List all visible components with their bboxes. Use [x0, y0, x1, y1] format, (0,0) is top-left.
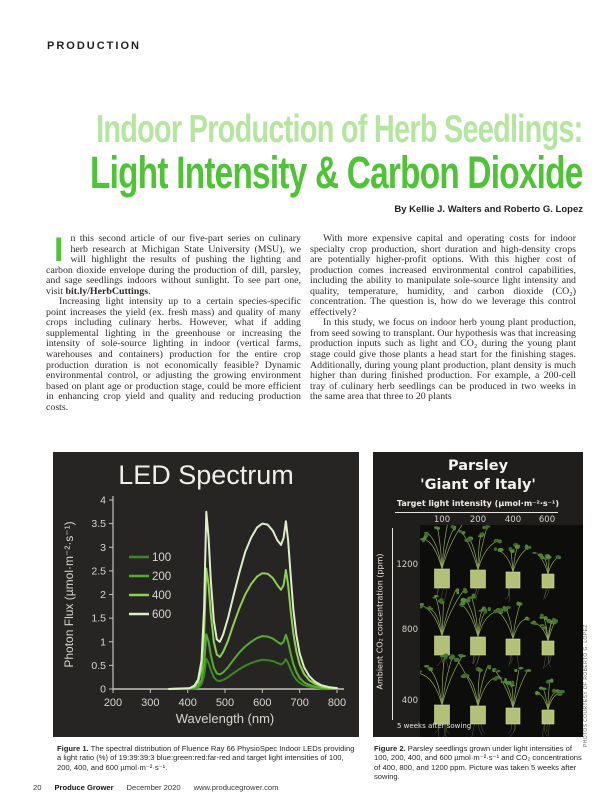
seedling-stem: [513, 547, 529, 572]
seedling-leaf: [420, 538, 424, 540]
seedling-leaf: [501, 681, 504, 683]
y-axis-title: Photon Flux (µmol·m⁻²·s⁻¹): [62, 521, 76, 668]
y-tick-label: 1: [100, 636, 106, 649]
page-footer: [33, 783, 278, 792]
x-tick-label: 400: [178, 697, 197, 709]
seedling-leaf: [498, 548, 504, 552]
seedling-leaf: [546, 555, 552, 559]
seedling-stem: [424, 539, 442, 569]
seedling-leaf: [486, 525, 489, 529]
page-number: 20: [33, 783, 42, 792]
seedling-leaf: [515, 545, 520, 549]
seedling-leaf: [506, 681, 512, 685]
y-tick-label: 3.5: [91, 518, 106, 531]
photo-credit: PHOTOS COURTESY OF ROBERTO G. LOPEZ: [583, 624, 589, 747]
legend-label-600: 600: [152, 609, 172, 621]
seedling-leaf: [526, 617, 529, 620]
paragraph-2: Increasing light intensity up to a certain species-specific point increases the yield (ex. fresh mass) and quality of many crops including culinary herbs. However, what if adding supplemental lighting in the greenhouse or increasing the intensity of sole-source lighting in indoor (vertical farms, warehouses and containers) production for the entire crop production duration is not economically feasible? Dynamic environmental control, or adjusting the growing environment based on plant age or production stage, could be more efficient in enhancing crop yield and quality and reducing production costs.: [46, 296, 301, 413]
figure2-title: [373, 457, 583, 495]
figure1-caption-text: The spectral distribution of Fluence Ray 66 PhysioSpec Indoor LEDs providing a light ratio (%) of 19:39:39:3 blue:green:red:far-red and target light intensities of 100, 200, 400, and 600 µmol·m⁻²·s⁻¹.: [57, 744, 355, 772]
seedling-leaf: [439, 598, 443, 602]
seedling-stem: [498, 550, 513, 572]
seedling-leaf: [511, 681, 514, 685]
seedling-cube: [506, 708, 520, 724]
legend-label-200: 200: [152, 571, 172, 583]
y-tick-label: 3: [100, 541, 106, 554]
figure1-chart-title: LED Spectrum: [118, 460, 294, 490]
seedling-leaf: [452, 655, 455, 659]
article-headline: [0, 110, 583, 215]
seedling-leaf: [546, 619, 551, 621]
seedling-leaf: [496, 670, 500, 673]
figure2-title-line1: Parsley: [447, 458, 509, 474]
seedling-cube: [471, 570, 486, 588]
paragraph-3: With more expensive capital and operating costs for indoor specialty crop production, short duration and high-density crops are potentially higher-profit options. With this higher cost of production comes increased environmental control capabilities, including the ability to manipulate sole-source light intensity and quality, temperature, humidity, and carbon dioxide (CO₂) concentration. The question is, how do we leverage this control effectively?: [310, 233, 576, 318]
seedling-cube: [435, 569, 450, 588]
figure2-horizontal-rule: [395, 512, 558, 513]
seedling-stem: [513, 671, 527, 708]
seedling-roots: [508, 724, 512, 734]
figure2-caption-text: Parsley seedlings grown under light intensities of 100, 200, 400, and 600 µmol·m⁻²·s⁻¹ and CO₂ concentrations of 400, 800, and 1200 ppm. Picture was taken 5 weeks after sowing.: [374, 744, 582, 782]
seedling-cube: [542, 710, 554, 724]
x-tick-label: 200: [103, 697, 123, 709]
seedling-leaf: [488, 665, 491, 669]
paragraph-intro: [46, 231, 301, 297]
seedling-leaf: [428, 608, 433, 610]
y-tick-label: 0: [100, 683, 106, 696]
figure2-col-label-600: 600: [538, 515, 556, 525]
seedling-leaf: [458, 530, 461, 533]
seedling-roots: [478, 724, 482, 736]
x-tick-label: 700: [290, 697, 309, 709]
seedling-leaf: [504, 678, 507, 682]
paragraph-intro-period: .: [148, 285, 151, 297]
figure2-y-axis-label: Ambient CO₂ concentration (ppm): [375, 553, 385, 690]
seedling-cube: [435, 636, 450, 655]
paragraph-intro-text: n this second article of our five-part series on culinary herb research at Michigan State University (MSU), we will highlight the results of pushing the lighting and carbon dioxide envelope during the production of dill, parsley, and sage seedlings indoors without sunlight. To see part one, visit: [46, 233, 301, 297]
body-column-right: [310, 234, 576, 403]
seedling-leaf: [519, 667, 522, 670]
seedling-leaf: [463, 590, 468, 593]
seedling-leaf: [456, 592, 459, 595]
seedling-leaf: [516, 602, 521, 605]
seedling-leaf: [510, 684, 515, 686]
seedling-leaf: [533, 623, 537, 625]
figure2-col-label-200: 200: [469, 515, 487, 525]
seedling-leaf: [463, 673, 468, 675]
issue-date: December 2020: [126, 783, 181, 792]
seedling-stem: [456, 658, 478, 706]
seedling-cube: [542, 574, 554, 588]
seedling-leaf: [424, 665, 429, 668]
seedling-leaf: [525, 544, 529, 548]
figure2-col-label-100: 100: [433, 515, 451, 525]
seedling-leaf: [514, 669, 517, 672]
seedling-stem: [513, 605, 520, 639]
seedling-roots: [517, 655, 519, 669]
seedling-leaf: [434, 595, 437, 598]
figure1-led-spectrum-panel: [53, 452, 359, 737]
seedling-roots: [547, 724, 548, 732]
seedling-leaf: [560, 690, 565, 693]
body-column-left: [46, 231, 301, 413]
seedling-leaf: [443, 654, 448, 658]
seedling-leaf: [434, 526, 437, 529]
seedling-roots: [548, 724, 549, 736]
seedling-leaf: [497, 609, 502, 612]
headline-line-2: Light Intensity & Carbon Dioxide: [90, 147, 583, 198]
figure2-note: 5 weeks after sowing: [397, 722, 472, 730]
figure2-caption: [374, 744, 582, 782]
seedling-leaf: [451, 525, 454, 529]
figure2-vertical-rule: [392, 528, 393, 720]
seedling-leaf: [483, 611, 487, 614]
seedling-stem: [478, 677, 497, 706]
seedling-leaf: [546, 680, 550, 683]
seedling-leaf: [535, 691, 539, 695]
seedling-leaf: [555, 556, 560, 558]
seedling-roots: [508, 655, 510, 666]
herb-cuttings-link-text: bit.ly/HerbCuttings: [65, 285, 149, 297]
seedling-stem: [513, 670, 519, 708]
seedling-leaf: [540, 556, 545, 559]
seedling-roots: [441, 588, 443, 600]
figure2-row-label-1200: 1200: [396, 560, 418, 570]
seedling-leaf: [528, 546, 531, 549]
section-label: PRODUCTION: [47, 40, 141, 52]
figure2-caption-label: Figure 2.: [374, 744, 406, 753]
seedling-leaf: [455, 658, 459, 661]
figure2-parsley-panel: [373, 452, 583, 737]
seedling-leaf: [467, 537, 472, 541]
seedling-leaf: [471, 595, 476, 599]
seedling-leaf: [458, 654, 464, 657]
seedling-leaf: [478, 535, 483, 537]
seedling-roots: [472, 724, 475, 737]
legend-label-400: 400: [152, 590, 172, 602]
seedling-leaf: [482, 526, 485, 530]
seedling-leaf: [449, 656, 453, 659]
figure2-title-line2: 'Giant of Italy': [420, 477, 536, 493]
seedling-leaf: [493, 668, 496, 670]
seedling-leaf: [494, 539, 498, 542]
seedling-leaf: [539, 617, 543, 619]
magazine-name: Produce Grower: [54, 783, 114, 792]
seedling-stem: [442, 655, 463, 705]
paragraph-4: In this study, we focus on indoor herb young plant production, from seed sowing to transplant. Our hypothesis was that increasing production inputs such as light and CO₂ during the young plant stage could give those plants a head start for the finishing stages. Additionally, during young plant production, plant density is much higher than during finished production. For example, a 200-cell tray of culinary herb seedlings can be produced in two weeks in the same area that three to 20 plants: [310, 317, 576, 403]
x-tick-label: 800: [327, 697, 347, 709]
seedling-stem: [420, 673, 442, 705]
magazine-website: www.producegrower.com: [193, 783, 279, 792]
seedling-leaf: [503, 608, 508, 612]
seedling-leaf: [461, 531, 465, 534]
seedling-leaf: [539, 687, 543, 690]
y-tick-label: 0.5: [91, 659, 106, 672]
seedling-stem: [437, 527, 442, 569]
seedling-leaf: [553, 619, 558, 623]
seedling-leaf: [429, 669, 433, 671]
x-tick-label: 300: [141, 697, 160, 709]
y-tick-label: 1.5: [91, 612, 106, 625]
seedling-leaf: [424, 532, 428, 534]
seedling-leaf: [510, 550, 515, 553]
seedling-leaf: [540, 624, 545, 626]
seedling-stem: [428, 534, 442, 569]
seedling-roots: [475, 588, 477, 600]
x-tick-label: 600: [253, 697, 272, 709]
seedling-leaf: [527, 669, 531, 671]
legend-label-100: 100: [152, 552, 172, 564]
seedling-leaf: [478, 668, 483, 672]
drop-cap: I: [54, 231, 64, 269]
seedling-roots: [481, 724, 485, 733]
headline-line-1: Indoor Production of Herb Seedlings:: [96, 108, 583, 151]
y-tick-label: 2.5: [91, 565, 106, 578]
x-tick-label: 500: [215, 697, 235, 709]
seedling-stem: [548, 692, 556, 710]
figure2-col-label-400: 400: [504, 515, 522, 525]
seedling-leaf: [532, 552, 537, 554]
seedling-cube: [506, 572, 520, 588]
seedling-cube: [542, 641, 554, 655]
seedling-stem: [478, 611, 499, 637]
seedling-stem: [478, 541, 497, 570]
led-spectrum-chart: [53, 492, 359, 737]
seedling-leaf: [420, 670, 422, 672]
seedling-roots: [437, 588, 438, 596]
seedling-leaf: [554, 691, 557, 694]
figure2-row-label-400: 400: [401, 696, 418, 706]
figure2-x-axis-label: Target light intensity (µmol·m⁻²·s⁻¹): [396, 499, 560, 508]
seedling-cube: [471, 706, 486, 724]
seedling-leaf: [496, 677, 502, 679]
parsley-seedlings-image: [420, 525, 583, 737]
seedling-leaf: [494, 547, 497, 551]
seedling-leaf: [455, 589, 459, 592]
seedling-leaf: [557, 693, 563, 696]
figure1-caption: [57, 744, 358, 772]
seedling-leaf: [488, 607, 491, 611]
seedling-stem: [465, 675, 478, 706]
seedling-cube: [471, 637, 486, 655]
figure1-caption-label: Figure 1.: [57, 744, 89, 753]
seedling-roots: [444, 588, 446, 601]
seedling-stem: [462, 605, 478, 637]
y-tick-label: 4: [100, 494, 106, 507]
series-400-curve: [169, 569, 337, 690]
seedling-leaf: [493, 610, 497, 614]
seedling-leaf: [420, 603, 424, 605]
y-tick-label: 2: [100, 589, 106, 602]
figure2-row-label-800: 800: [401, 625, 418, 635]
seedling-cube: [506, 639, 520, 655]
x-axis-title: Wavelength (nm): [175, 711, 275, 726]
byline: By Kellie J. Walters and Roberto G. Lopez: [394, 204, 583, 215]
figure2-photo-grid: [420, 525, 583, 737]
seedling-leaf: [460, 598, 466, 602]
